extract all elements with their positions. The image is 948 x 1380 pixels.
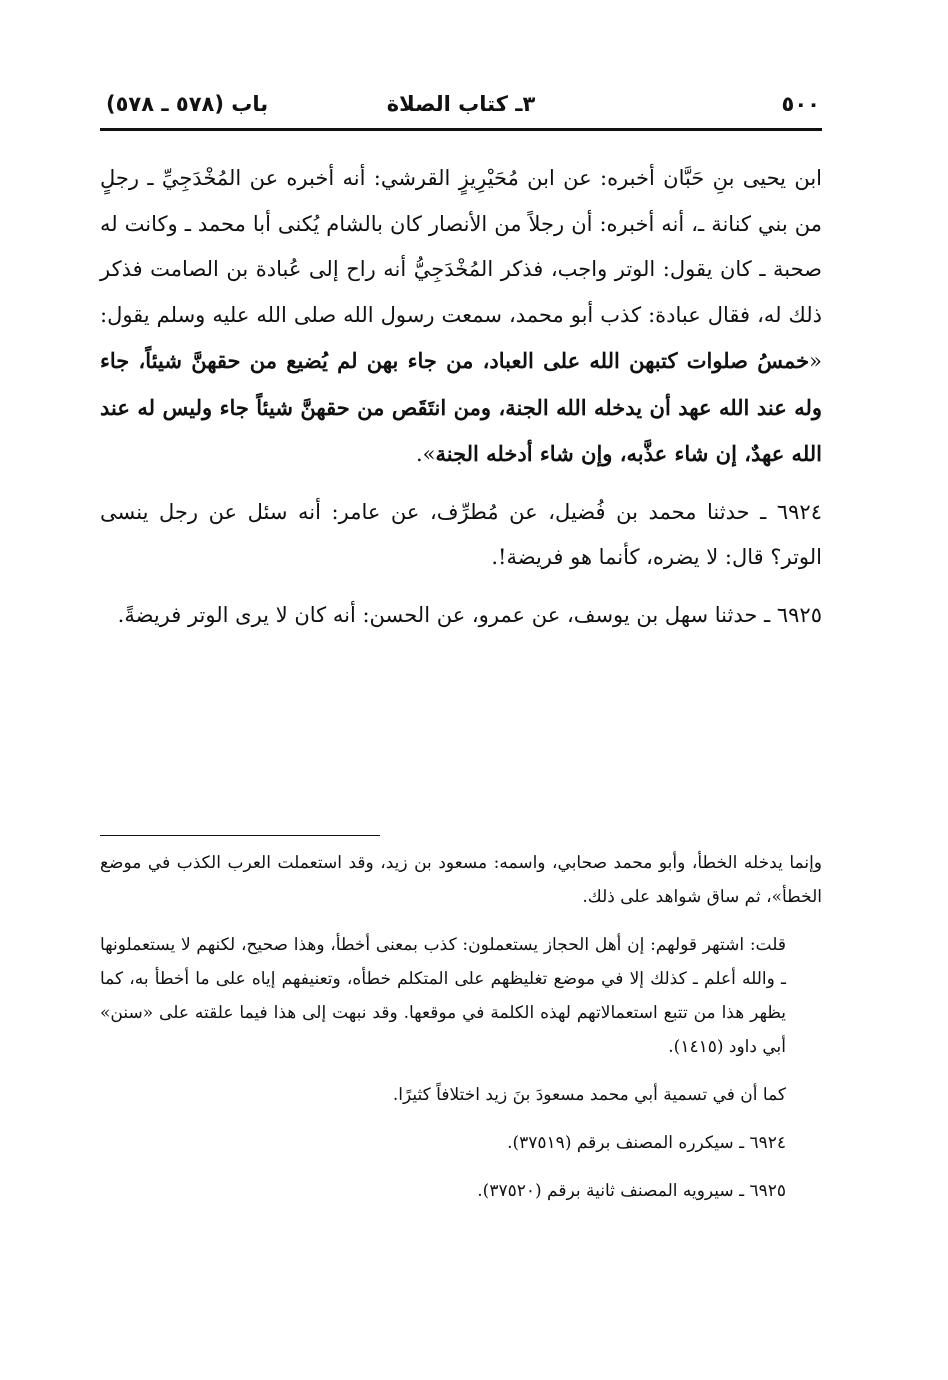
narration-text: ابن يحيى بنِ حَبَّان أخبره: عن ابن مُحَيْرِيزٍ القرشي: أنه أخبره عن المُخْدَجِيِّ ـ رجلٍ من بني كنانة ـ، أنه أخبره: أن رجلاً من الأنصار كان بالشام يُكنى أبا محمد ـ وكانت له صحبة ـ كان يقول: الوتر واجب، فذكر المُخْدَجِيُّ أنه راح إلى عُبادة بن الصامت فذكر ذلك له، فقال عبادة: كذب أبو محمد، سمعت رسول الله صلى الله عليه وسلم يقول: « bbox=[100, 166, 822, 373]
chapter-range: باب (٥٧٨ ـ ٥٧٨) bbox=[106, 92, 269, 116]
footnote-paragraph: كما أن في تسمية أبي محمد مسعودَ بنَ زيد اختلافاً كثيرًا. bbox=[392, 1085, 786, 1105]
running-header bbox=[100, 86, 822, 126]
page-number: ٥٠٠ bbox=[781, 92, 820, 116]
document-page bbox=[100, 0, 822, 1380]
footnote-continuation: وإنما يدخله الخطأ، وأبو محمد صحابي، واسمه: مسعود بن زيد، وقد استعملت العرب الكذب في موضع الخطأ»، ثم ساق شواهد على ذلك. bbox=[100, 853, 822, 907]
hadith-6924: ٦٩٢٤ ـ حدثنا محمد بن فُضيل، عن مُطرِّف، عن عامر: أنه سئل عن رجل ينسى الوتر؟ قال: لا يضره، كأنما هو فريضة!. bbox=[100, 499, 822, 569]
quote-close: ». bbox=[415, 442, 436, 466]
footnote-6924: ٦٩٢٤ ـ سيكرره المصنف برقم (٣٧٥١٩). bbox=[507, 1133, 786, 1153]
hadith-6925: ٦٩٢٥ ـ حدثنا سهل بن يوسف، عن عمرو، عن الحسن: أنه كان لا يرى الوتر فريضةً. bbox=[117, 602, 822, 627]
footnote-6925: ٦٩٢٥ ـ سيرويه المصنف ثانية برقم (٣٧٥٢٠). bbox=[477, 1181, 786, 1201]
main-text bbox=[100, 156, 822, 638]
header-rule bbox=[100, 128, 822, 131]
hadith-continuation bbox=[100, 156, 822, 478]
footnotes bbox=[100, 846, 822, 1208]
prophetic-quote: خمسُ صلوات كتبهن الله على العباد، من جاء بهن لم يُضيع من حقهنَّ شيئاً، جاء وله عند الله عهد أن يدخله الله الجنة، ومن انتَقَص من حقهنَّ شيئاً جاء وليس له عند الله عهدٌ، إن شاء عذَّبه، وإن شاء أدخله الجنة bbox=[100, 348, 822, 466]
footnote-paragraph: قلت: اشتهر قولهم: إن أهل الحجاز يستعملون: كذب بمعنى أخطأ، وهذا صحيح، لكنهم لا يستعملونها ـ والله أعلم ـ كذلك إلا في موضع تغليظهم على المتكلم خطأه، وتعنيفهم إياه على ما أخطأ به، كما يظهر هذا من تتبع استعمالاتهم لهذه الكلمة في موقعها. وقد نبهت إلى هذا فيما علقته على «سنن» أبي داود (١٤١٥). bbox=[100, 935, 786, 1057]
book-title: ٣ـ كتاب الصلاة bbox=[386, 92, 536, 116]
